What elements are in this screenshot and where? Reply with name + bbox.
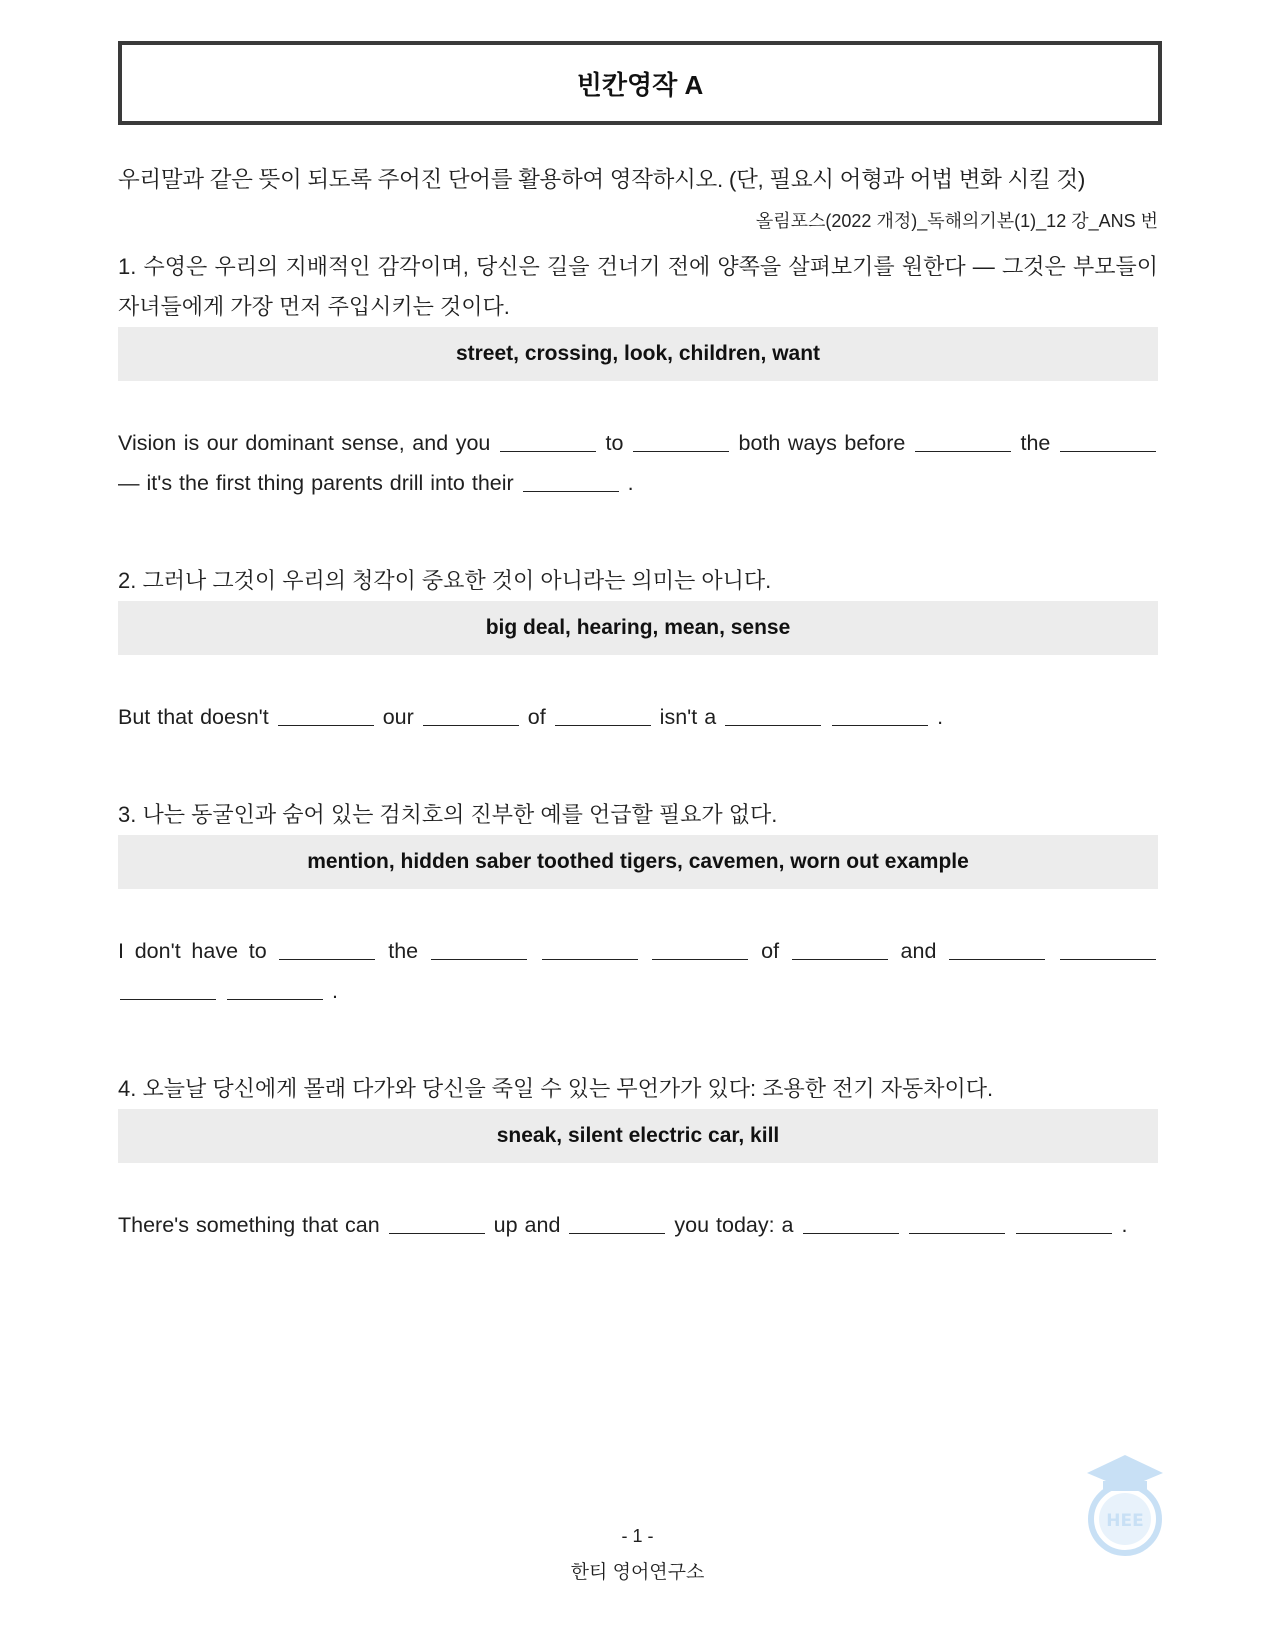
word-hint-box: sneak, silent electric car, kill — [118, 1109, 1158, 1163]
answer-blank[interactable] — [725, 724, 821, 726]
worksheet-page — [118, 41, 1158, 1245]
logo-text: HEE — [1106, 1511, 1144, 1531]
question-4 — [118, 1069, 1158, 1245]
sentence-fragment: isn't a — [659, 705, 717, 729]
english-sentence — [118, 931, 1158, 1011]
answer-blank[interactable] — [555, 724, 651, 726]
sentence-fragment: . — [627, 471, 634, 495]
question-list — [118, 247, 1158, 1245]
question-korean: 4. 오늘날 당신에게 몰래 다가와 당신을 죽일 수 있는 무언가가 있다: 조용한 전기 자동차이다. — [118, 1076, 994, 1101]
question-1 — [118, 247, 1158, 503]
sentence-fragment: . — [1121, 1213, 1128, 1237]
answer-blank[interactable] — [803, 1232, 899, 1234]
sentence-fragment: and — [900, 939, 937, 963]
title-box — [118, 41, 1162, 125]
answer-blank[interactable] — [278, 724, 374, 726]
hee-logo — [1083, 1453, 1167, 1557]
sentence-fragment: of — [527, 705, 546, 729]
word-hint-box: mention, hidden saber toothed tigers, cavemen, worn out example — [118, 835, 1158, 889]
answer-blank[interactable] — [569, 1232, 665, 1234]
answer-blank[interactable] — [279, 958, 375, 960]
word-hint-box: street, crossing, look, children, want — [118, 327, 1158, 381]
sentence-fragment: the — [1020, 431, 1051, 455]
sentence-fragment: our — [382, 705, 414, 729]
sentence-fragment: There's something that can — [118, 1213, 380, 1237]
sentence-fragment: . — [937, 705, 944, 729]
sentence-fragment: both ways before — [738, 431, 906, 455]
answer-blank[interactable] — [949, 958, 1045, 960]
source-label: 올림포스(2022 개정)_독해의기본(1)_12 강_ANS 번 — [755, 211, 1158, 231]
answer-blank[interactable] — [1060, 958, 1156, 960]
sentence-fragment: to — [605, 431, 624, 455]
answer-blank[interactable] — [909, 1232, 1005, 1234]
sentence-fragment: you today: a — [674, 1213, 794, 1237]
question-2 — [118, 561, 1158, 737]
sentence-fragment: — it's the first thing parents drill into their — [118, 471, 514, 495]
sentence-fragment: of — [761, 939, 780, 963]
answer-blank[interactable] — [227, 998, 323, 1000]
answer-blank[interactable] — [633, 450, 729, 452]
sentence-fragment: But that doesn't — [118, 705, 269, 729]
answer-blank[interactable] — [120, 998, 216, 1000]
answer-blank[interactable] — [431, 958, 527, 960]
question-3 — [118, 795, 1158, 1011]
sentence-fragment: . — [331, 979, 338, 1003]
answer-blank[interactable] — [389, 1232, 485, 1234]
english-sentence — [118, 423, 1158, 503]
question-korean: 2. 그러나 그것이 우리의 청각이 중요한 것이 아니라는 의미는 아니다. — [118, 568, 772, 593]
organization-name: 한티 영어연구소 — [570, 1562, 705, 1583]
sentence-fragment: the — [388, 939, 419, 963]
answer-blank[interactable] — [1060, 450, 1156, 452]
answer-blank[interactable] — [423, 724, 519, 726]
answer-blank[interactable] — [500, 450, 596, 452]
page-title: 빈칸영작 A — [576, 69, 704, 100]
question-korean: 3. 나는 동굴인과 숨어 있는 검치호의 진부한 예를 언급할 필요가 없다. — [118, 802, 778, 827]
english-sentence — [118, 697, 1158, 737]
page-number: - 1 - — [621, 1526, 654, 1546]
answer-blank[interactable] — [792, 958, 888, 960]
word-hint-box: big deal, hearing, mean, sense — [118, 601, 1158, 655]
answer-blank[interactable] — [542, 958, 638, 960]
sentence-fragment: Vision is our dominant sense, and you — [118, 431, 491, 455]
answer-blank[interactable] — [1016, 1232, 1112, 1234]
english-sentence — [118, 1205, 1158, 1245]
instruction-text: 우리말과 같은 뜻이 되도록 주어진 단어를 활용하여 영작하시오. (단, 필요시 어형과 어법 변화 시킬 것) — [118, 167, 1086, 192]
answer-blank[interactable] — [523, 490, 619, 492]
answer-blank[interactable] — [915, 450, 1011, 452]
sentence-fragment: I don't have to — [118, 939, 267, 963]
answer-blank[interactable] — [652, 958, 748, 960]
answer-blank[interactable] — [832, 724, 928, 726]
question-korean: 1. 수영은 우리의 지배적인 감각이며, 당신은 길을 건너기 전에 양쪽을 살펴보기를 원한다 — 그것은 부모들이 자녀들에게 가장 먼저 주입시키는 것이다. — [118, 254, 1158, 319]
sentence-fragment: up and — [493, 1213, 561, 1237]
